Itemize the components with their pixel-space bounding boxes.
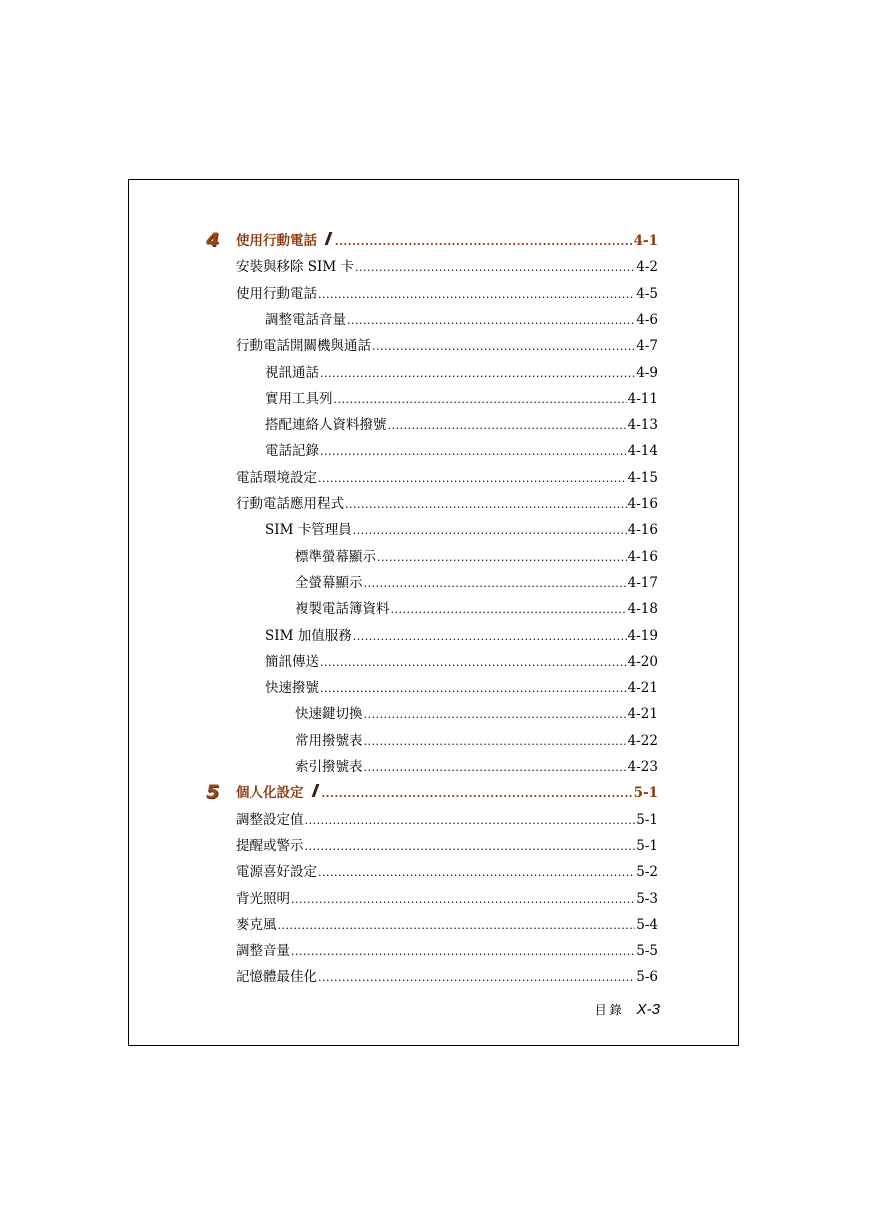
dot-leader [278,916,636,936]
toc-entry[interactable] [295,573,658,593]
dot-leader [377,548,627,568]
toc-entry[interactable] [236,941,658,961]
toc-entry-label: 索引撥號表 [295,759,363,775]
chapter-page-number: 4-1 [633,233,658,249]
toc-entry-page-number: 4-21 [627,706,658,723]
dot-leader [364,705,627,725]
toc-entry-page-number: 4-16 [627,496,658,512]
toc-entry-page-number: 4-6 [636,311,658,328]
dot-leader [321,784,632,804]
toc-entry[interactable] [236,967,658,987]
dot-leader [388,416,627,436]
dot-leader [364,758,627,778]
dot-leader [372,337,635,357]
table-of-contents [129,180,738,1045]
toc-entry-label: 行動電話應用程式 [236,496,344,512]
toc-entry[interactable] [295,704,658,724]
chapter-number: 4 [206,229,220,251]
toc-entry-page-number: 5-1 [636,811,658,828]
toc-entry-label: 記憶體最佳化 [236,969,317,986]
toc-entry[interactable] [265,363,658,383]
toc-entry[interactable] [236,810,658,830]
toc-entry-page-number: 5-2 [636,864,658,881]
dot-leader [318,863,635,883]
dot-leader [318,285,635,305]
toc-entry[interactable] [236,284,658,304]
toc-entry-page-number: 4-18 [627,601,658,618]
footer-section-label: 目錄 [594,1003,625,1017]
dot-leader [291,942,635,962]
toc-entry-page-number: 4-11 [627,390,658,407]
chapter-heading[interactable] [236,231,658,251]
toc-entry[interactable] [236,836,658,856]
toc-entry[interactable] [265,678,658,698]
toc-entry[interactable] [236,336,658,356]
toc-entry-page-number: 4-23 [627,759,658,775]
toc-entry-label: 安裝與移除 SIM 卡 [236,259,354,276]
toc-entry-page-number: 4-16 [627,548,658,565]
toc-entry[interactable] [236,889,658,909]
toc-entry-label: 實用工具列 [265,390,333,407]
chapter-title: 使用行動電話 [236,233,317,249]
dot-leader [391,600,627,620]
toc-entry-page-number: 4-14 [627,443,658,460]
dot-leader [318,968,635,988]
toc-entry-page-number: 4-5 [636,285,658,302]
dot-leader [335,232,633,252]
toc-entry-label: 電話環境設定 [236,469,317,486]
toc-entry-page-number: 4-22 [627,732,658,749]
chapter-heading[interactable] [236,783,658,803]
toc-entry-label: SIM 加值服務 [265,627,352,644]
toc-entry-label: 提醒或警示 [236,837,304,854]
toc-entry-label: 常用撥號表 [295,732,363,749]
toc-entry[interactable] [265,626,658,646]
dot-leader [320,364,635,384]
toc-entry[interactable] [265,415,658,435]
toc-entry-page-number: 5-3 [636,890,658,907]
toc-entry-page-number: 4-7 [636,338,658,355]
dot-leader [345,495,627,515]
dot-leader [305,811,636,831]
toc-entry-label: 麥克風 [236,916,277,933]
dot-leader [353,521,627,541]
toc-entry-page-number: 4-13 [627,417,658,434]
toc-entry-label: 搭配連絡人資料撥號 [265,417,387,434]
toc-entry-label: 電源喜好設定 [236,864,317,881]
toc-entry-page-number: 4-21 [627,680,658,697]
toc-entry-page-number: 4-9 [636,364,658,381]
slash-marker-icon [325,232,332,245]
toc-entry-page-number: 5-1 [636,837,658,854]
dot-leader [347,311,635,331]
dot-leader [353,627,627,647]
toc-entry-label: 調整電話音量 [265,311,346,328]
chapter-page-number: 5-1 [633,785,658,802]
dot-leader [320,653,627,673]
toc-entry-label: SIM 卡管理員 [265,522,352,539]
toc-entry-page-number: 4-15 [627,469,658,486]
toc-entry[interactable] [265,652,658,672]
toc-entry-label: 標準螢幕顯示 [295,548,376,565]
toc-entry[interactable] [236,257,658,277]
dot-leader [355,258,635,278]
toc-entry[interactable] [265,310,658,330]
toc-entry-label: 行動電話開關機與通話 [236,338,371,355]
toc-entry-page-number: 4-17 [627,574,658,591]
toc-entry[interactable] [236,494,658,514]
dot-leader [305,837,636,857]
dot-leader [318,469,627,489]
dot-leader [334,390,627,410]
toc-entry[interactable] [295,547,658,567]
toc-entry-label: 背光照明 [236,890,290,907]
dot-leader [364,732,627,752]
toc-entry-page-number: 4-2 [636,259,658,276]
toc-entry-label: 複製電話簿資料 [295,601,390,618]
toc-entry[interactable] [295,599,658,619]
footer-page-number: X-3 [636,1001,660,1018]
toc-entry-label: 快速撥號 [265,680,319,697]
toc-entry[interactable] [265,389,658,409]
dot-leader [291,890,635,910]
dot-leader [320,442,627,462]
toc-entry-label: 簡訊傳送 [265,653,319,670]
dot-leader [364,574,627,594]
toc-entry-label: 調整音量 [236,943,290,960]
page-footer [595,1001,660,1018]
toc-entry[interactable] [236,862,658,882]
toc-entry-page-number: 5-6 [636,969,658,986]
chapter-title: 個人化設定 [236,785,304,802]
chapter-number: 5 [206,781,220,804]
toc-entry-label: 快速鍵切換 [295,706,363,723]
toc-entry[interactable] [265,520,658,540]
toc-entry-page-number: 4-19 [627,627,658,644]
toc-entry-label: 電話記錄 [265,443,319,460]
toc-entry-label: 調整設定值 [236,811,304,828]
toc-entry[interactable] [295,757,658,777]
toc-entry-page-number: 5-5 [636,943,658,960]
toc-entry[interactable] [236,468,658,488]
toc-entry-label: 全螢幕顯示 [295,574,363,591]
toc-entry-label: 視訊通話 [265,364,319,381]
slash-marker-icon [311,784,319,797]
toc-entry-label: 使用行動電話 [236,285,317,302]
toc-entry[interactable] [265,441,658,461]
dot-leader [320,679,627,699]
toc-entry-page-number: 4-20 [627,653,658,670]
toc-entry-page-number: 4-16 [627,522,658,539]
page-frame [128,179,739,1046]
toc-entry[interactable] [295,731,658,751]
toc-entry-page-number: 5-4 [636,916,658,933]
toc-entry[interactable] [236,915,658,935]
